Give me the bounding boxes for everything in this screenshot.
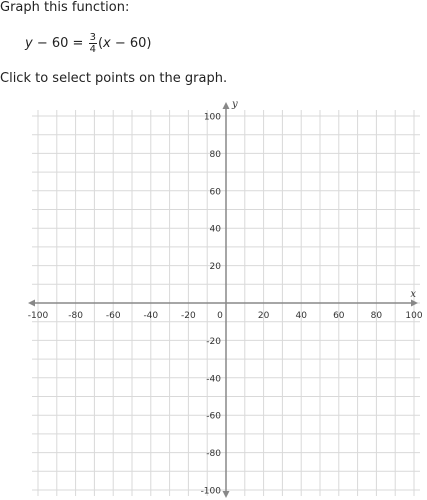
y-tick-label: 60 (209, 187, 221, 198)
origin-label: 0 (217, 311, 223, 321)
fraction-denominator: 4 (89, 43, 96, 55)
x-axis-name: x (410, 289, 416, 300)
y-tick-label: -40 (206, 374, 221, 385)
y-tick-label: 20 (209, 262, 221, 273)
x-axis-left-arrow-icon (28, 300, 35, 307)
x-tick-label: 80 (370, 311, 383, 321)
y-tick-label: -80 (206, 449, 221, 460)
equation-rhs-rest: − 60) (110, 35, 152, 51)
x-tick-label: -20 (181, 311, 196, 321)
x-tick-label: -40 (143, 311, 159, 321)
x-tick-label: -100 (27, 311, 49, 321)
x-tick-label: 100 (405, 311, 423, 321)
y-axis-down-arrow-icon (223, 491, 230, 498)
y-axis-up-arrow-icon (223, 102, 230, 109)
x-tick-label: -80 (68, 311, 83, 321)
y-tick-label: 40 (209, 224, 221, 235)
x-tick-label: 20 (257, 311, 270, 321)
equation-y-variable: y (25, 35, 33, 51)
y-tick-label: 80 (209, 149, 221, 160)
x-tick-label: 60 (333, 311, 345, 321)
x-tick-label: 40 (295, 311, 307, 321)
y-tick-label: -100 (200, 486, 221, 497)
question-prompt: Graph this function: (0, 0, 130, 15)
x-tick-label: -60 (105, 311, 121, 321)
equation-lhs-rest: − 60 = (32, 35, 88, 51)
y-axis-name: y (232, 99, 238, 110)
equation-x-variable: x (103, 35, 111, 51)
equation-open-paren: ( (97, 35, 104, 51)
y-tick-label: -20 (206, 336, 221, 347)
fraction-numerator: 3 (89, 31, 96, 43)
graph-instruction: Click to select points on the graph. (0, 71, 228, 86)
y-tick-label: 100 (203, 112, 221, 123)
y-tick-label: -60 (206, 411, 221, 422)
axes (28, 102, 418, 498)
